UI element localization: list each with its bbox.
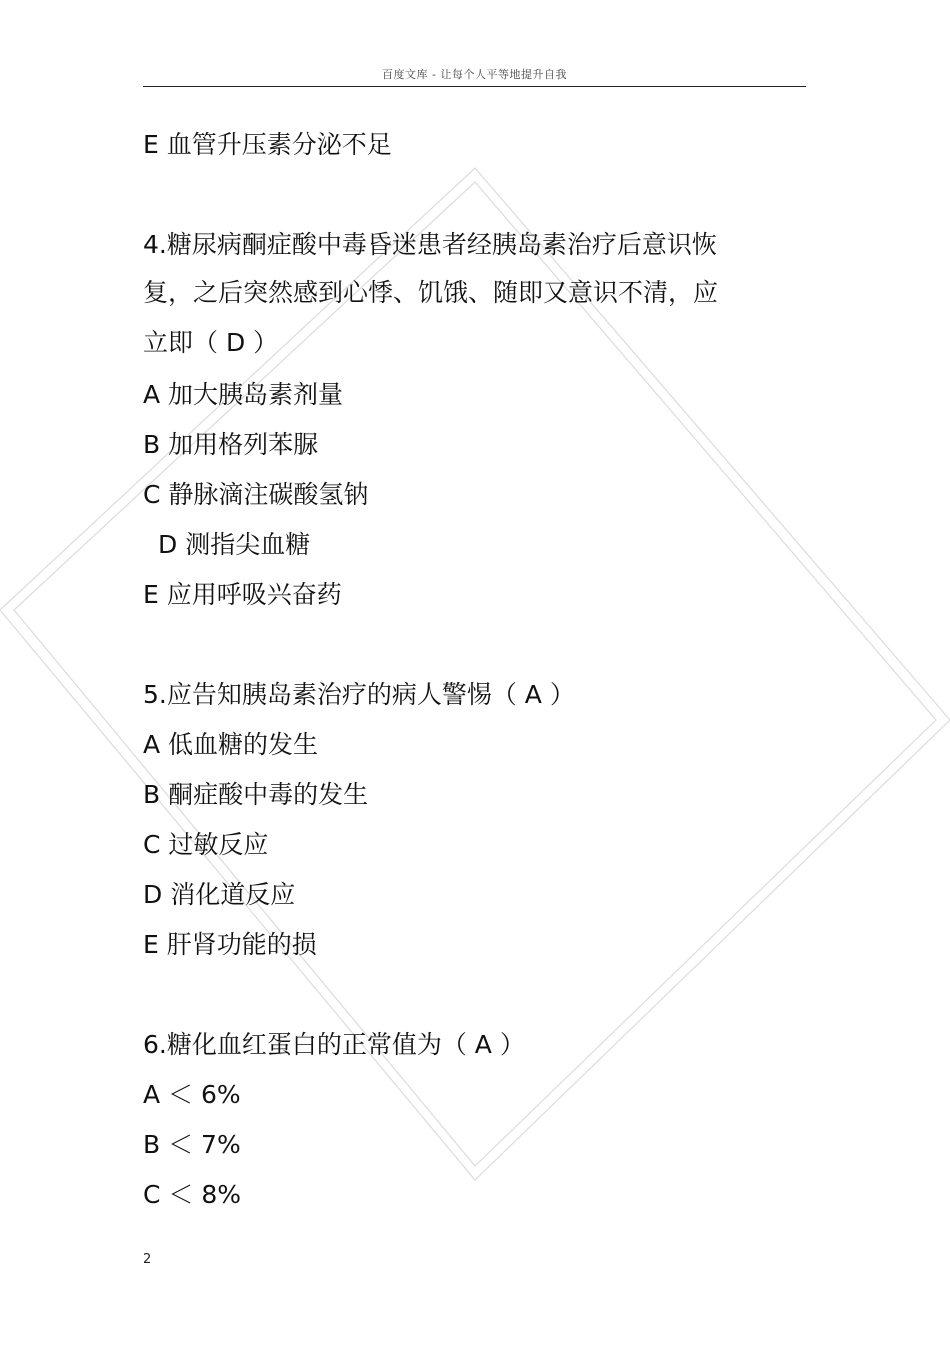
q6-option-a: A ＜ 6% (143, 1080, 241, 1109)
q6-option-c: C ＜ 8% (143, 1180, 242, 1209)
q5-option-a: A 低血糖的发生 (143, 730, 319, 759)
q4-option-a: A 加大胰岛素剂量 (143, 380, 344, 409)
q6-stem: 6.糖化血红蛋白的正常值为（ A ） (143, 1030, 525, 1059)
q4-stem-line-3: 立即（ D ） (143, 328, 279, 357)
q5-stem: 5.应告知胰岛素治疗的病人警惕（ A ） (143, 680, 575, 709)
q5-option-c: C 过敏反应 (143, 830, 269, 859)
q4-option-d: D 测指尖血糖 (158, 530, 311, 559)
q4-option-e: E 应用呼吸兴奋药 (143, 580, 342, 609)
q5-option-b: B 酮症酸中毒的发生 (143, 780, 369, 809)
q5-option-e: E 肝肾功能的损 (143, 930, 317, 959)
page-number: 2 (143, 1252, 152, 1267)
q4-option-c: C 静脉滴注碳酸氢钠 (143, 480, 369, 509)
q6-option-b: B ＜ 7% (143, 1130, 241, 1159)
q5-option-d: D 消化道反应 (143, 880, 296, 909)
q3-option-e: E 血管升压素分泌不足 (143, 130, 392, 159)
page-header: 百度文库 - 让每个人平等地提升自我 (143, 66, 806, 87)
q4-stem-line-2: 复，之后突然感到心悸、饥饿、随即又意识不清，应 (143, 278, 719, 307)
q4-stem-line-1: 4.糖尿病酮症酸中毒昏迷患者经胰岛素治疗后意识恢 (143, 230, 717, 259)
q4-option-b: B 加用格列苯脲 (143, 430, 319, 459)
